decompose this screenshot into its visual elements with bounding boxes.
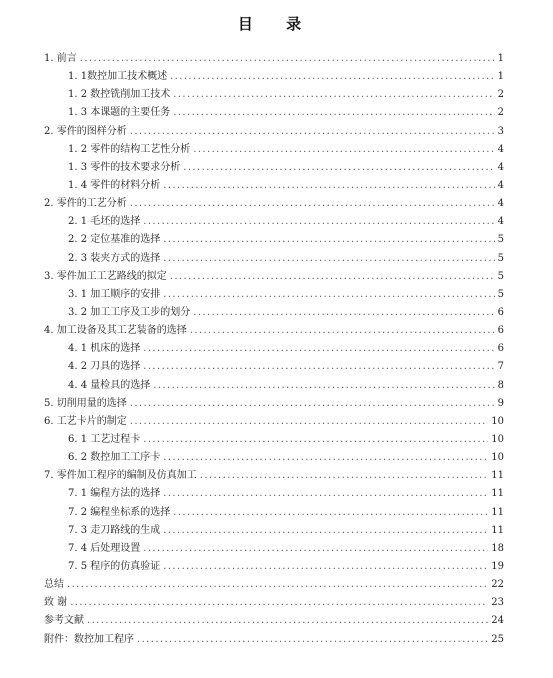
page-title: 目 录 xyxy=(237,15,316,33)
toc-entry-label: 2. 1 毛坯的选择 xyxy=(68,216,141,228)
toc-entry[interactable] xyxy=(44,358,504,376)
toc-entry-page-number: 6 xyxy=(497,325,504,337)
toc-entry[interactable] xyxy=(44,177,504,195)
toc-entry[interactable] xyxy=(44,594,504,612)
dot-leader xyxy=(170,68,495,86)
toc-entry[interactable] xyxy=(44,50,504,68)
toc-entry[interactable] xyxy=(44,250,504,268)
toc-entry-page-number: 1 xyxy=(497,71,504,83)
toc-entry-page-number: 6 xyxy=(497,343,504,355)
dot-leader xyxy=(143,213,494,231)
toc-entry-label: 4. 1 机床的选择 xyxy=(68,343,141,355)
toc-entry-page-number: 19 xyxy=(491,560,504,572)
dot-leader xyxy=(143,540,488,558)
dot-leader xyxy=(163,286,494,304)
dot-leader xyxy=(163,449,488,467)
toc-entry-label: 总结 xyxy=(44,579,64,591)
dot-leader xyxy=(143,340,494,358)
toc-entry-page-number: 4 xyxy=(497,143,504,155)
toc-entry-page-number: 5 xyxy=(497,288,504,300)
toc-entry-label: 6. 1 工艺过程卡 xyxy=(68,433,141,445)
toc-entry-page-number: 9 xyxy=(497,397,504,409)
dot-leader xyxy=(143,431,488,449)
toc-entry[interactable] xyxy=(44,377,504,395)
toc-entry-label: 2. 零件的工艺分析 xyxy=(44,198,127,210)
toc-entry-label: 附件：数控加工程序 xyxy=(44,633,134,645)
toc-entry-page-number: 11 xyxy=(491,506,504,518)
toc-entry-label: 1. 2 数控铣削加工技术 xyxy=(68,89,171,101)
toc-entry-page-number: 7 xyxy=(497,361,504,373)
toc-entry[interactable] xyxy=(44,159,504,177)
toc-entry[interactable] xyxy=(44,104,504,122)
toc-entry-label: 7. 4 后处理设置 xyxy=(68,542,141,554)
toc-entry-page-number: 10 xyxy=(491,415,504,427)
toc-entry-label: 7. 零件加工程序的编制及仿真加工 xyxy=(44,470,197,482)
toc-entry[interactable] xyxy=(44,522,504,540)
table-of-contents xyxy=(44,50,504,649)
toc-entry-label: 2. 2 定位基准的选择 xyxy=(68,234,161,246)
toc-entry-label: 3. 1 加工顺序的安排 xyxy=(68,288,161,300)
toc-entry-page-number: 11 xyxy=(491,524,504,536)
toc-entry-label: 4. 4 量检具的选择 xyxy=(68,379,151,391)
toc-entry[interactable] xyxy=(44,540,504,558)
toc-entry-label: 6. 2 数控加工工序卡 xyxy=(68,452,161,464)
toc-entry[interactable] xyxy=(44,213,504,231)
toc-entry-label: 1. 前言 xyxy=(44,53,77,64)
toc-entry[interactable] xyxy=(44,467,504,485)
toc-entry-label: 7. 1 编程方法的选择 xyxy=(68,488,161,500)
dot-leader xyxy=(130,395,495,413)
toc-entry[interactable] xyxy=(44,395,504,413)
dot-leader xyxy=(67,576,488,594)
toc-entry[interactable] xyxy=(44,449,504,467)
toc-entry-page-number: 2 xyxy=(497,89,504,101)
toc-entry-page-number: 23 xyxy=(491,597,504,609)
toc-entry[interactable] xyxy=(44,322,504,340)
dot-leader xyxy=(173,86,494,104)
toc-entry-label: 7. 2 编程坐标系的选择 xyxy=(68,506,171,518)
dot-leader xyxy=(137,631,488,649)
toc-entry-label: 致 谢 xyxy=(44,597,68,609)
toc-entry-label: 5. 切削用量的选择 xyxy=(44,397,127,409)
toc-entry[interactable] xyxy=(44,576,504,594)
toc-entry-page-number: 6 xyxy=(497,306,504,318)
dot-leader xyxy=(170,268,495,286)
toc-entry-label: 1. 4 零件的材料分析 xyxy=(68,179,161,191)
dot-leader xyxy=(87,612,488,630)
dot-leader xyxy=(163,522,488,540)
toc-entry-page-number: 18 xyxy=(491,542,504,554)
toc-entry-page-number: 4 xyxy=(497,179,504,191)
toc-entry-label: 1. 3 本课题的主要任务 xyxy=(68,107,171,119)
dot-leader xyxy=(163,177,494,195)
toc-entry[interactable] xyxy=(44,304,504,322)
toc-entry-page-number: 1 xyxy=(497,53,504,64)
dot-leader xyxy=(190,322,495,340)
toc-entry[interactable] xyxy=(44,631,504,649)
toc-entry[interactable] xyxy=(44,340,504,358)
dot-leader xyxy=(130,123,495,141)
toc-entry-page-number: 5 xyxy=(497,234,504,246)
dot-leader xyxy=(130,195,495,213)
toc-entry-page-number: 10 xyxy=(491,433,504,445)
dot-leader xyxy=(193,304,494,322)
toc-entry[interactable] xyxy=(44,123,504,141)
dot-leader xyxy=(163,231,494,249)
toc-entry-label: 3. 零件加工工艺路线的拟定 xyxy=(44,270,167,282)
toc-entry-page-number: 10 xyxy=(491,452,504,464)
dot-leader xyxy=(163,250,494,268)
toc-entry[interactable] xyxy=(44,431,504,449)
toc-entry-label: 6. 工艺卡片的制定 xyxy=(44,415,127,427)
dot-leader xyxy=(193,141,494,159)
toc-entry-page-number: 5 xyxy=(497,270,504,282)
toc-entry-page-number: 24 xyxy=(491,615,504,627)
dot-leader xyxy=(70,594,488,612)
toc-entry-page-number: 25 xyxy=(491,633,504,645)
toc-entry[interactable] xyxy=(44,413,504,431)
toc-entry-page-number: 3 xyxy=(497,125,504,137)
dot-leader xyxy=(80,50,495,68)
toc-entry[interactable] xyxy=(44,86,504,104)
toc-entry[interactable] xyxy=(44,268,504,286)
dot-leader xyxy=(163,485,488,503)
dot-leader xyxy=(183,159,494,177)
toc-entry[interactable] xyxy=(44,195,504,213)
toc-entry-page-number: 11 xyxy=(491,470,504,482)
toc-entry[interactable] xyxy=(44,558,504,576)
toc-entry-label: 7. 5 程序的仿真验证 xyxy=(68,560,161,572)
dot-leader xyxy=(163,558,488,576)
toc-entry-label: 2. 零件的图样分析 xyxy=(44,125,127,137)
toc-entry-page-number: 11 xyxy=(491,488,504,500)
dot-leader xyxy=(173,104,494,122)
toc-entry[interactable] xyxy=(44,485,504,503)
toc-entry[interactable] xyxy=(44,231,504,249)
toc-entry-label: 1. 1数控加工技术概述 xyxy=(68,71,168,83)
toc-entry-page-number: 22 xyxy=(491,579,504,591)
toc-entry-label: 2. 3 装夹方式的选择 xyxy=(68,252,161,264)
toc-entry-label: 1. 3 零件的技术要求分析 xyxy=(68,161,181,173)
toc-entry-page-number: 2 xyxy=(497,107,504,119)
toc-entry-page-number: 4 xyxy=(497,216,504,228)
toc-entry-page-number: 5 xyxy=(497,252,504,264)
dot-leader xyxy=(173,504,488,522)
dot-leader xyxy=(153,377,494,395)
toc-entry[interactable] xyxy=(44,286,504,304)
toc-entry-page-number: 8 xyxy=(497,379,504,391)
dot-leader xyxy=(200,467,489,485)
toc-entry-label: 4. 2 刀具的选择 xyxy=(68,361,141,373)
toc-entry-label: 3. 2 加工工序及工步的划分 xyxy=(68,306,191,318)
toc-entry[interactable] xyxy=(44,68,504,86)
toc-entry[interactable] xyxy=(44,504,504,522)
toc-entry[interactable] xyxy=(44,141,504,159)
toc-entry-label: 7. 3 走刀路线的生成 xyxy=(68,524,161,536)
dot-leader xyxy=(143,358,494,376)
toc-entry-label: 4. 加工设备及其工艺装备的选择 xyxy=(44,325,187,337)
toc-entry-page-number: 4 xyxy=(497,161,504,173)
dot-leader xyxy=(130,413,489,431)
toc-entry-label: 参考文献 xyxy=(44,615,84,627)
toc-entry-label: 1. 2 零件的结构工艺性分析 xyxy=(68,143,191,155)
toc-entry[interactable] xyxy=(44,612,504,630)
toc-entry-page-number: 4 xyxy=(497,198,504,210)
